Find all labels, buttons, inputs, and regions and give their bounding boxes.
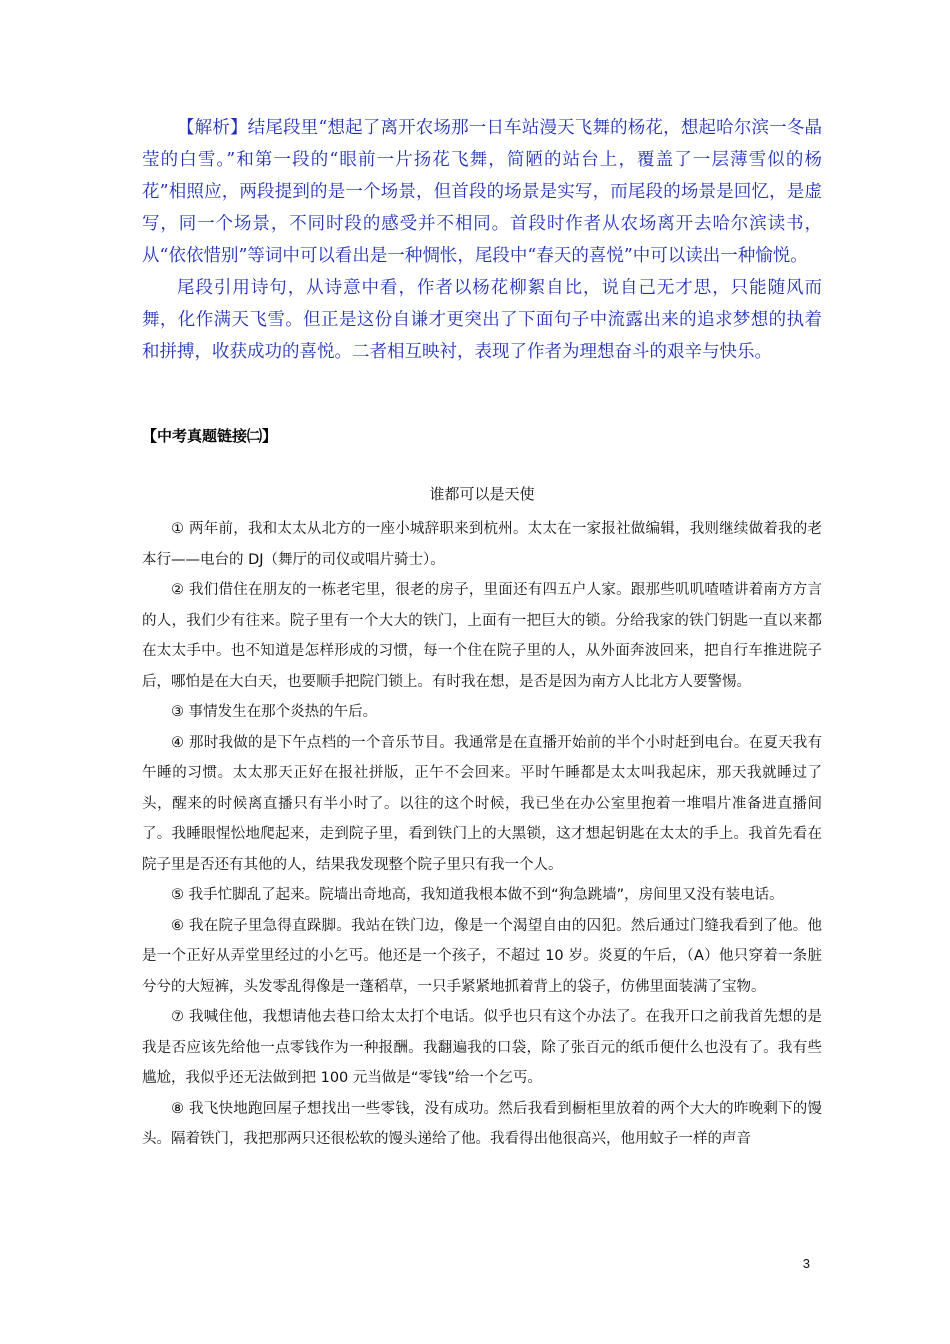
page-number: 3 [802, 1256, 810, 1271]
section-heading: 【中考真题链接㈡】 [142, 427, 278, 445]
article-paragraph: ⑤ 我手忙脚乱了起来。院墙出奇地高，我知道我根本做不到“狗急跳墙”，房间里又没有装电话。 [171, 887, 784, 903]
analysis-paragraph: 【解析】结尾段里“想起了离开农场那一日车站漫天飞舞的杨花，想起哈尔滨一冬晶莹的白雪。”和第一段的“眼前一片扬花飞舞，简陋的站台上，覆盖了一层薄雪似的杨花”相照应，两段提到的是一个场景，但首段的场景是实写，而尾段的场景是回忆，是虚写，同一个场景，不同时段的感受并不相同。首段时作者从农场离开去哈尔滨读书，从“依依惜别”等词中可以看出是一种惆怅，尾段中“春天的喜悦”中可以读出一种愉悦。 [142, 118, 822, 266]
article-paragraph: ⑧ 我飞快地跑回屋子想找出一些零钱，没有成功。然后我看到橱柜里放着的两个大大的昨晚剩下的馒头。隔着铁门，我把那两只还很松软的馒头递给了他。我看得出他很高兴，他用蚊子一样的声音 [142, 1100, 822, 1147]
article-title: 谁都可以是天使 [429, 485, 535, 503]
article-paragraph: ⑥ 我在院子里急得直跺脚。我站在铁门边，像是一个渴望自由的囚犯。然后通过门缝我看到了他。他是一个正好从弄堂里经过的小乞丐。他还是一个孩子，不超过 10 岁。炎夏的午后，（A）他只穿着一条脏兮兮的大短裤，头发零乱得像是一蓬稻草，一只手紧紧地抓着背上的袋子，仿佛里面装满了宝物。 [142, 917, 822, 995]
article-paragraph: ⑦ 我喊住他，我想请他去巷口给太太打个电话。似乎也只有这个办法了。在我开口之前我首先想的是我是否应该先给他一点零钱作为一种报酬。我翻遍我的口袋，除了张百元的纸币便什么也没有了。我有些尴尬，我似乎还无法做到把 100 元当做是“零钱”给一个乞丐。 [142, 1009, 822, 1086]
analysis-paragraph: 尾段引用诗句，从诗意中看，作者以杨花柳絮自比，说自己无才思，只能随风而舞，化作满天飞雪。但正是这份自谦才更突出了下面句子中流露出来的追求梦想的执着和拼搏，收获成功的喜悦。二者相互映衬，表现了作者为理想奋斗的艰辛与快乐。 [142, 278, 822, 362]
article-paragraph: ② 我们借住在朋友的一栋老宅里，很老的房子，里面还有四五户人家。跟那些叽叽喳喳讲着南方方言的人，我们少有往来。院子里有一个大大的铁门，上面有一把巨大的锁。分给我家的铁门钥匙一直以来都在太太手中。也不知道是怎样形成的习惯，每一个住在院子里的人，从外面奔波回来，把自行车推进院子后，哪怕是在大白天，也要顺手把院门锁上。有时我在想，是否是因为南方人比北方人要警惕。 [142, 582, 822, 690]
article-body [142, 514, 822, 1155]
analysis-block [142, 112, 822, 368]
article-paragraph: ④ 那时我做的是下午点档的一个音乐节目。我通常是在直播开始前的半个小时赶到电台。在夏天我有午睡的习惯。太太那天正好在报社拼版，正午不会回来。平时午睡都是太太叫我起床，那天我就睡过了头，醒来的时候离直播只有半小时了。以往的这个时候，我已坐在办公室里抱着一堆唱片准备进直播间了。我睡眼惺忪地爬起来，走到院子里，看到铁门上的大黑锁，这才想起钥匙在太太的手上。我首先看在院子里是否还有其他的人，结果我发现整个院子里只有我一个人。 [142, 734, 822, 873]
article-paragraph: ① 两年前，我和太太从北方的一座小城辞职来到杭州。太太在一家报社做编辑，我则继续做着我的老本行——电台的 DJ（舞厅的司仪或唱片骑士）。 [142, 521, 822, 568]
article-paragraph: ③ 事情发生在那个炎热的午后。 [171, 704, 378, 720]
